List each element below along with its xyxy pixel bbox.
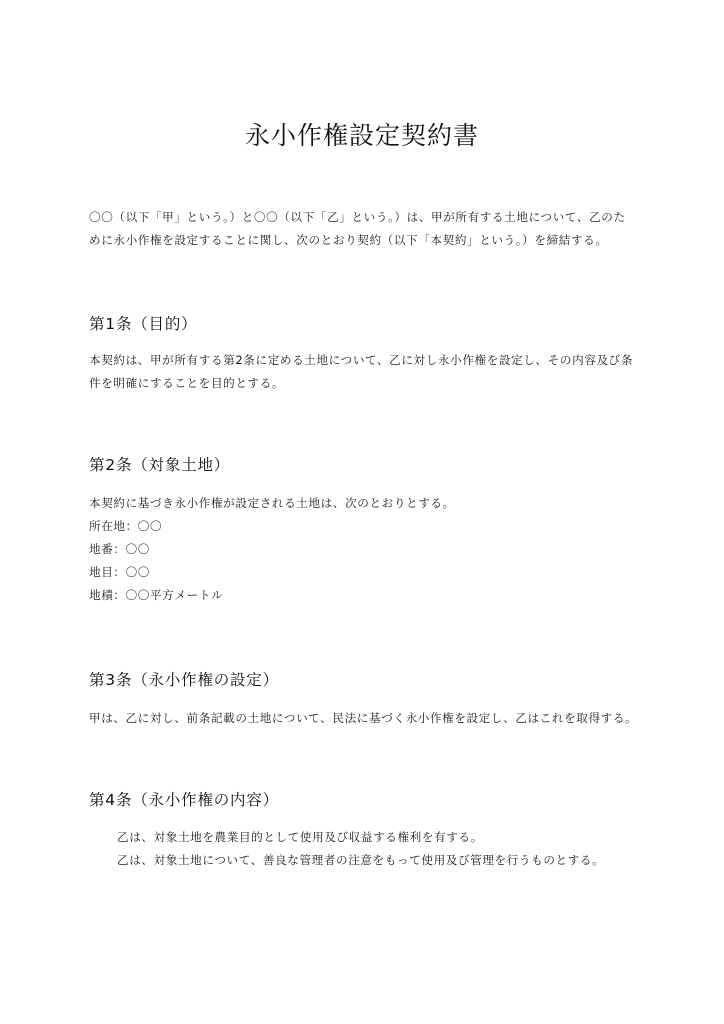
preamble-line-1: 〇〇（以下「甲」という。）と〇〇（以下「乙」という。）は、甲が所有する土地について、乙のた	[89, 210, 626, 224]
land-category: 地目：〇〇	[89, 565, 150, 579]
article-2-heading: 第2条（対象土地）	[89, 456, 231, 474]
document-title: 永小作権設定契約書	[244, 121, 479, 150]
article-4-line-2: 乙は、対象土地について、善良な管理者の注意をもって使用及び管理を行うものとする。	[117, 853, 605, 867]
article-4-heading: 第4条（永小作権の内容）	[89, 791, 279, 809]
article-2-line-1: 本契約に基づき永小作権が設定される土地は、次のとおりとする。	[89, 496, 455, 510]
land-location: 所在地：〇〇	[89, 519, 163, 533]
article-1-line-1: 本契約は、甲が所有する第2条に定める土地について、乙に対し永小作権を設定し、その内容及び条	[89, 353, 634, 367]
article-3-line-1: 甲は、乙に対し、前条記載の土地について、民法に基づく永小作権を設定し、乙はこれを取得する。	[89, 711, 638, 725]
article-3-heading: 第3条（永小作権の設定）	[89, 671, 279, 689]
article-4-body	[89, 826, 637, 872]
land-lot-number: 地番：〇〇	[89, 542, 150, 556]
article-4-line-1: 乙は、対象土地を農業目的として使用及び収益する権利を有する。	[117, 830, 483, 844]
preamble	[89, 206, 637, 252]
land-area: 地積：〇〇平方メートル	[89, 588, 224, 602]
article-3-body	[89, 707, 649, 730]
article-2-body	[89, 492, 637, 607]
article-1-line-2: 件を明確にすることを目的とする。	[89, 376, 285, 390]
preamble-line-2: めに永小作権を設定することに関し、次のとおり契約（以下「本契約」という。）を締結する。	[89, 233, 608, 247]
article-1-heading: 第1条（目的）	[89, 315, 198, 333]
article-1-body	[89, 349, 637, 395]
